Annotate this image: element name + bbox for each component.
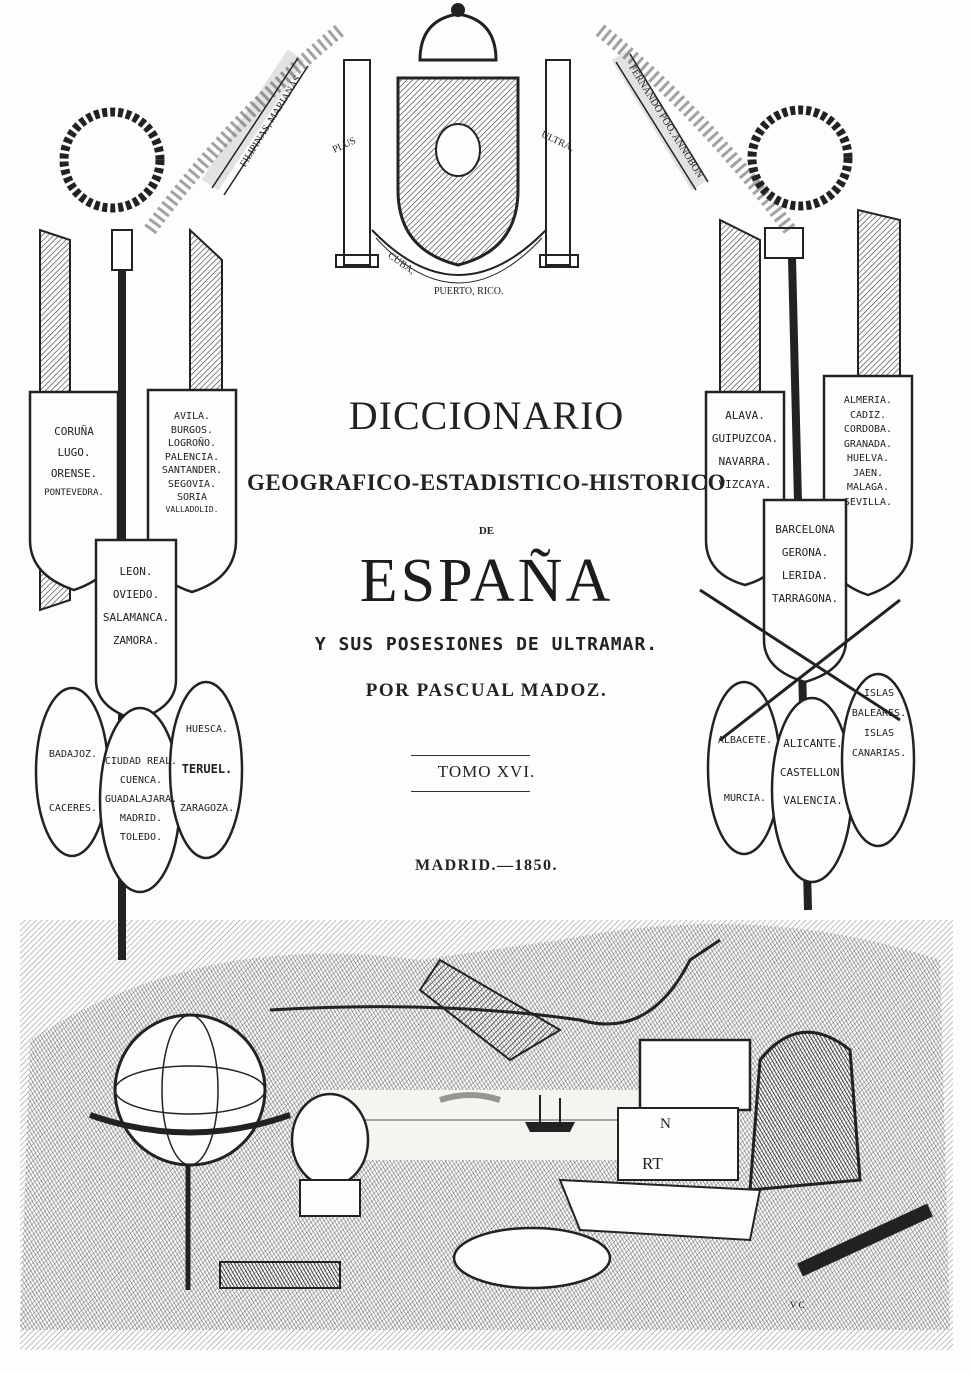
oval-castilla-nueva-text: CIUDAD REAL. CUENCA. GUADALAJARA. MADRID. TOLEDO. <box>104 756 178 843</box>
pillar-right <box>546 60 570 265</box>
tomo-rule-top <box>411 755 530 756</box>
shield-castilla-vieja-text: AVILA. BURGOS. LOGROÑO. PALENCIA. SANTANDER. SEGOVIA. SORIA VALLADOLID. <box>161 411 223 514</box>
left-pole-cap <box>112 230 132 270</box>
crown-cross <box>452 4 464 16</box>
author-line: POR PASCUAL MADOZ. <box>365 680 608 701</box>
title-main: DICCIONARIO <box>348 393 625 438</box>
title-espana: ESPAÑA <box>359 547 614 615</box>
globe <box>115 1015 265 1165</box>
book-stack <box>618 1108 738 1180</box>
oval-murcia-text: ALBACETE. MURCIA. <box>717 735 773 804</box>
oval-islas-text: ISLAS BALEARES. ISLAS CANARIAS. <box>851 688 907 759</box>
ribbon-left-text: FILIPINAS, MARIANAS <box>238 73 304 170</box>
title-de: DE <box>478 525 495 537</box>
bottom-vignette <box>20 920 953 1350</box>
tomo-rule-bottom <box>411 791 530 792</box>
painters-palette <box>454 1228 610 1288</box>
motto-plus: PLUS <box>330 135 358 156</box>
book-letter-n: N <box>660 1116 671 1132</box>
shield-cataluna-text: BARCELONA GERONA. LERIDA. TARRAGONA. <box>771 523 839 606</box>
shield-galicia-text: CORUÑA LUGO. ORENSE. PONTEVEDRA. <box>44 425 104 498</box>
scroll <box>220 1262 340 1288</box>
shield-leon-text: LEON. OVIEDO. SALAMANCA. ZAMORA. <box>102 565 170 648</box>
bust <box>292 1094 368 1186</box>
volume-number: TOMO XVI. <box>437 762 536 781</box>
title-possessions: Y SUS POSESIONES DE ULTRAMAR. <box>314 634 659 655</box>
pillar-left <box>344 60 370 265</box>
motto-ultra: ULTRA. <box>539 129 576 154</box>
steamship <box>525 1122 575 1132</box>
imprint-line: MADRID.—1850. <box>414 857 559 874</box>
folded-map <box>560 1180 760 1240</box>
crown <box>420 14 496 60</box>
crest-puerto-rico: PUERTO, RICO. <box>434 286 504 297</box>
book-letters-rt: RT <box>642 1154 663 1173</box>
oval-extremadura-text: BADAJOZ. CACERES. <box>48 749 98 814</box>
oval-aragon-text: HUESCA. TERUEL. ZARAGOZA. <box>179 724 235 815</box>
sea-horizon <box>320 1090 650 1160</box>
crest-cuba: CUBA, <box>385 250 417 277</box>
title-subtitle: GEOGRAFICO-ESTADISTICO-HISTORICO <box>246 470 727 495</box>
drum <box>640 1040 750 1110</box>
oval-valencia-text: ALICANTE. CASTELLON. VALENCIA. <box>779 737 847 808</box>
shield-vascongadas-text: ALAVA. GUIPUZCOA. NAVARRA. VIZCAYA. <box>711 409 779 492</box>
left-laurel-wreath <box>64 112 160 208</box>
ribbon-right-text: FERNANDO POO, ANNOBON <box>626 62 706 181</box>
armor-helmet <box>750 1032 860 1190</box>
central-escutcheon <box>436 124 480 176</box>
engraver-signature: V C <box>790 1300 805 1310</box>
shield-andalucia-text: ALMERIA. CADIZ. CORDOBA. GRANADA. HUELVA. JAEN. MALAGA. SEVILLA. <box>843 395 893 508</box>
